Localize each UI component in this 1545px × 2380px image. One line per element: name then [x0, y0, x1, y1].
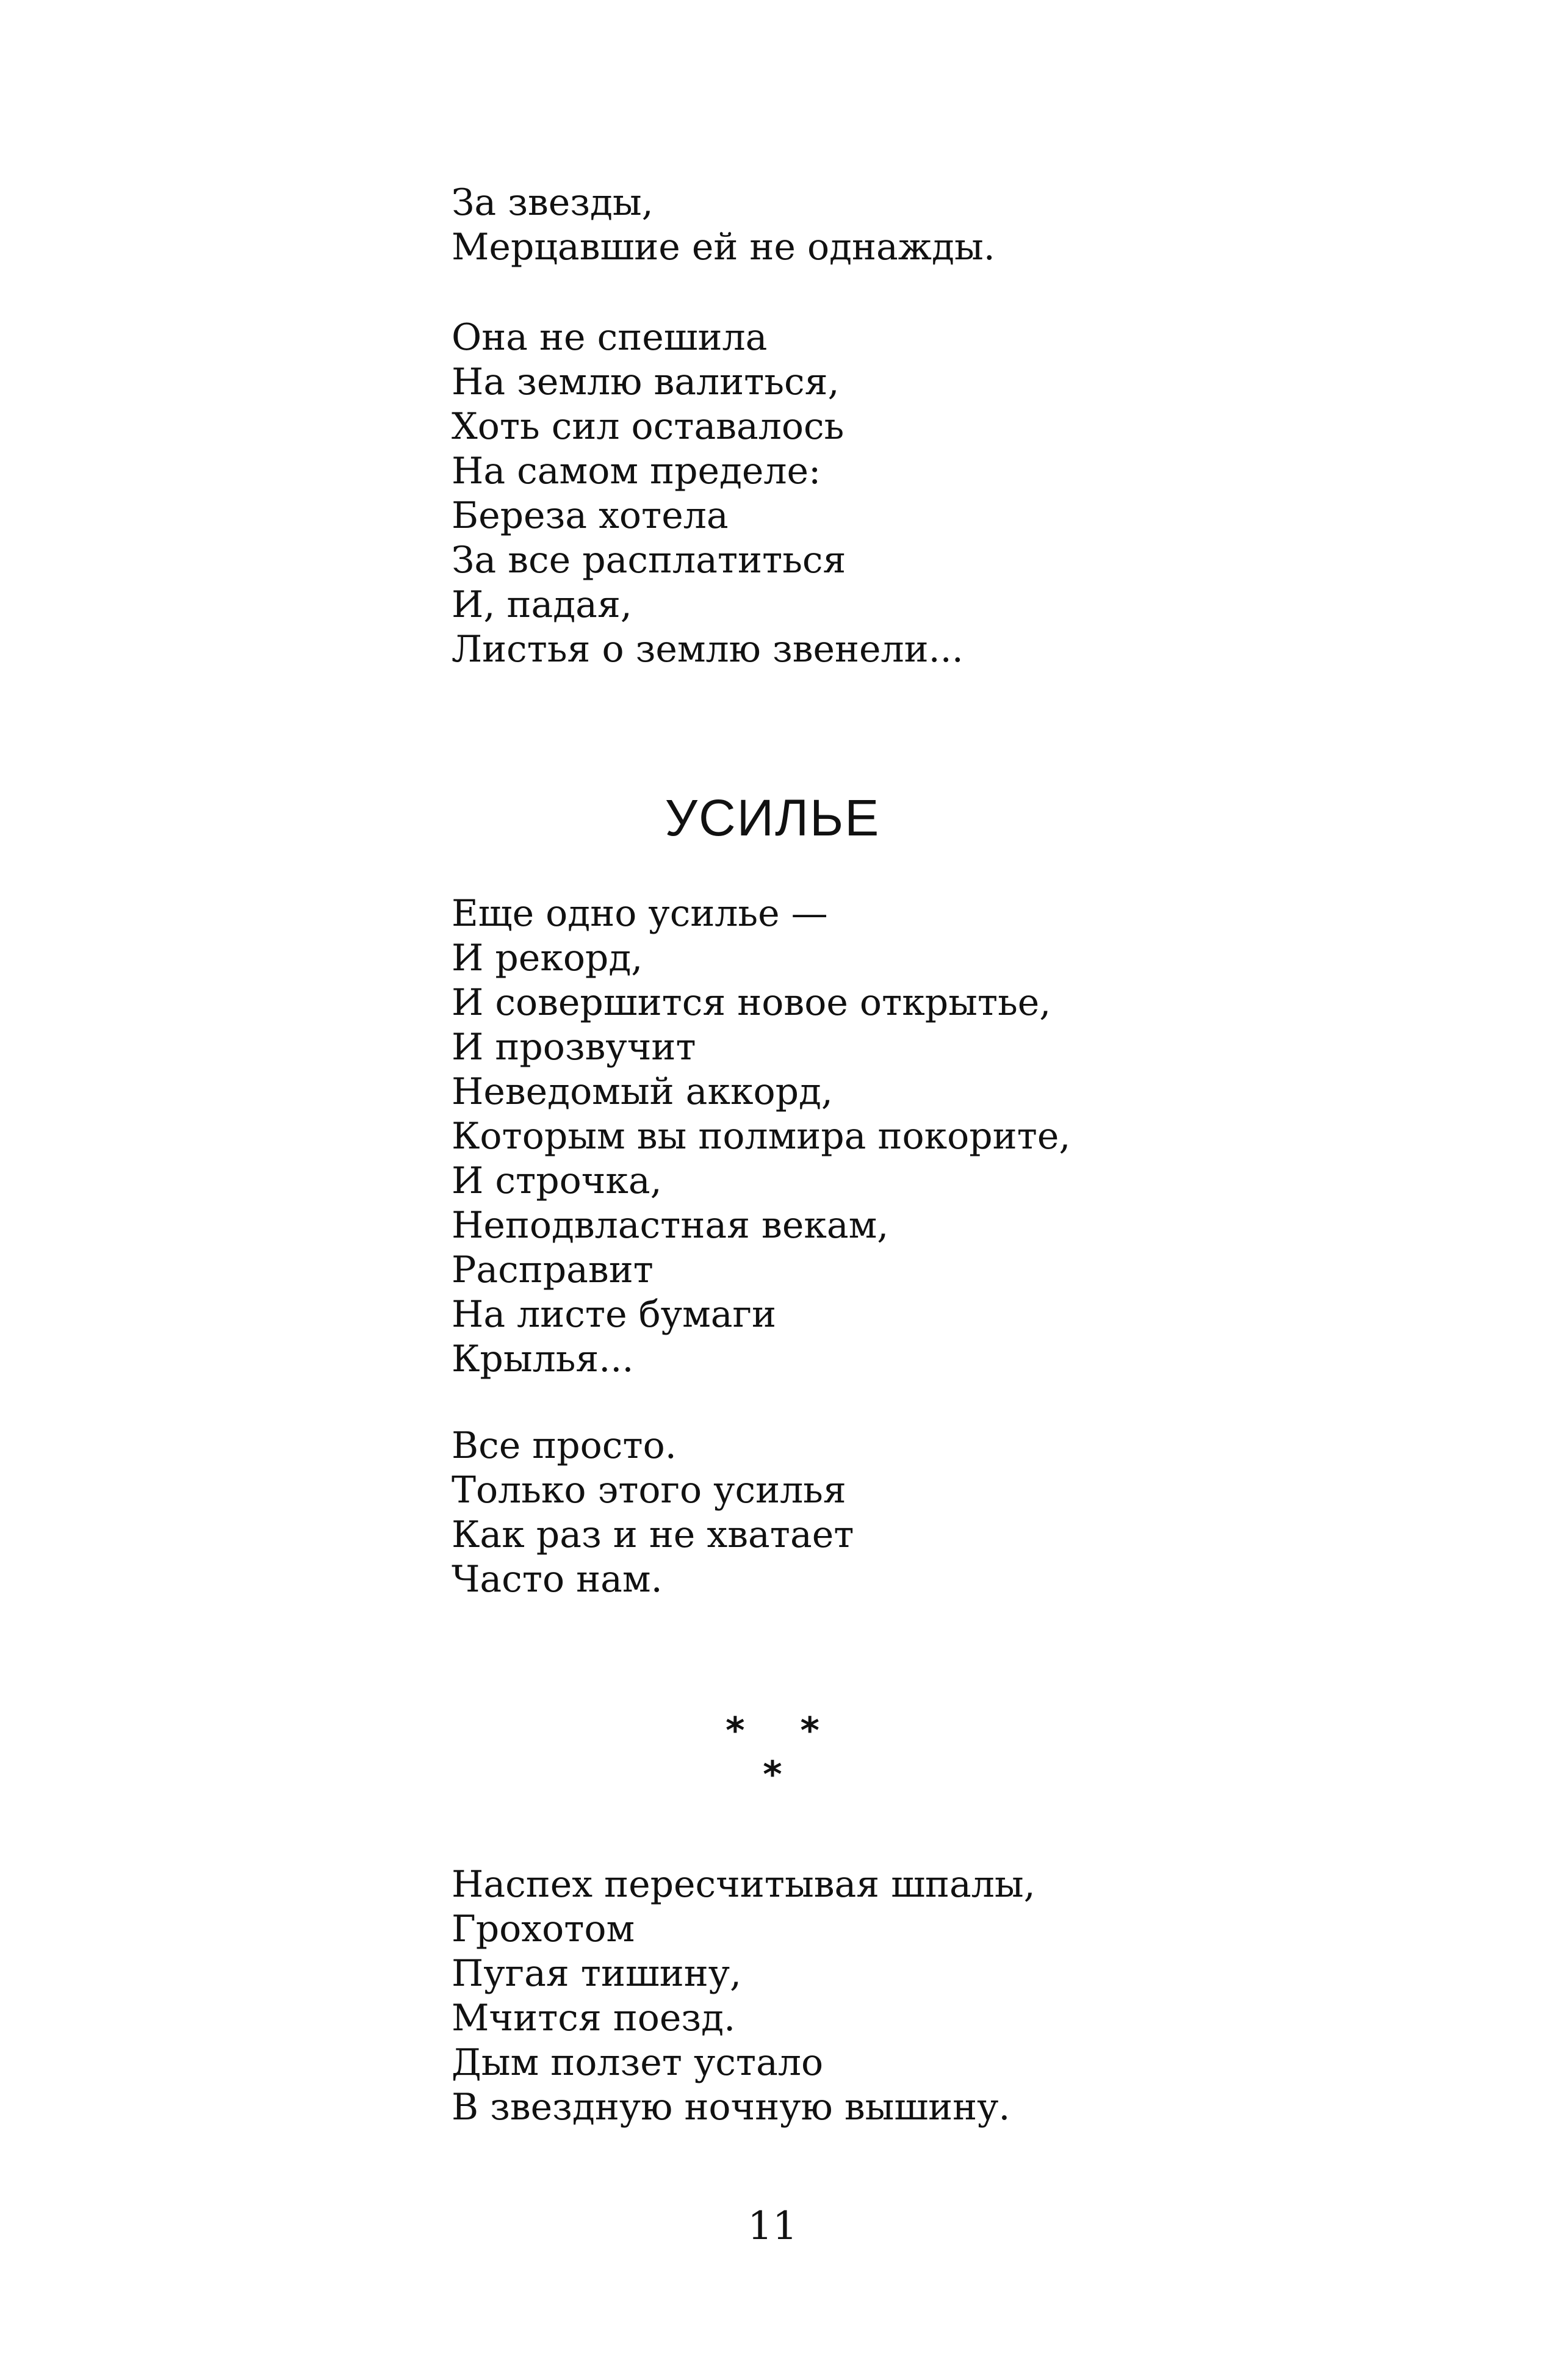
verse-line: Расправит [452, 1249, 654, 1291]
verse-line: И строчка, [452, 1159, 662, 1202]
poem-2-stanza-2 [452, 1424, 854, 1602]
verse-line: Грохотом [452, 1908, 635, 1950]
verse-line: Береза хотела [452, 494, 729, 537]
verse-line: Которым вы полмира покорите, [452, 1115, 1071, 1158]
poem-2-stanza-1 [452, 892, 1070, 1382]
verse-line: И совершится новое открытье, [452, 981, 1051, 1024]
poem-1-stanza-1 [452, 181, 995, 270]
verse-line: На землю валиться, [452, 361, 840, 403]
verse-line: Дым ползет устало [452, 2041, 824, 2084]
verse-line: И рекорд, [452, 937, 643, 979]
verse-line: И прозвучит [452, 1026, 696, 1069]
verse-line: Пугая тишину, [452, 1952, 742, 1995]
verse-line: Все просто. [452, 1424, 677, 1467]
verse-line: На листе бумаги [452, 1293, 776, 1336]
asterism-bottom-row: * [763, 1753, 782, 1796]
verse-line: Листья о землю звенели... [452, 628, 963, 671]
verse-line: Еще одно усилье — [452, 892, 828, 935]
verse-line: Как раз и не хватает [452, 1513, 854, 1556]
page-number: 11 [747, 2204, 798, 2249]
asterism-separator [0, 1709, 1545, 1797]
verse-line: Крылья... [452, 1338, 634, 1380]
verse-line: Неподвластная векам, [452, 1204, 889, 1247]
verse-line: За все расплатиться [452, 539, 846, 582]
poem-3-stanza-1 [452, 1863, 1035, 2130]
verse-line: За звезды, [452, 181, 654, 224]
verse-line: На самом пределе: [452, 450, 821, 492]
verse-line: Наспех пересчитывая шпалы, [452, 1863, 1035, 1906]
verse-line: Она не спешила [452, 316, 768, 359]
verse-line: Мерцавшие ей не однажды. [452, 226, 995, 269]
verse-line: Только этого усилья [452, 1469, 846, 1512]
asterism-top-row: * * [726, 1709, 819, 1752]
poem-title: УСИЛЬЕ [664, 789, 881, 846]
verse-line: Часто нам. [452, 1558, 663, 1601]
verse-line: Хоть сил оставалось [452, 405, 845, 448]
verse-line: И, падая, [452, 583, 632, 626]
poem-1-stanza-2 [452, 316, 963, 672]
verse-line: В звездную ночную вышину. [452, 2086, 1010, 2129]
verse-line: Неведомый аккорд, [452, 1070, 833, 1113]
verse-line: Мчится поезд. [452, 1997, 736, 2039]
